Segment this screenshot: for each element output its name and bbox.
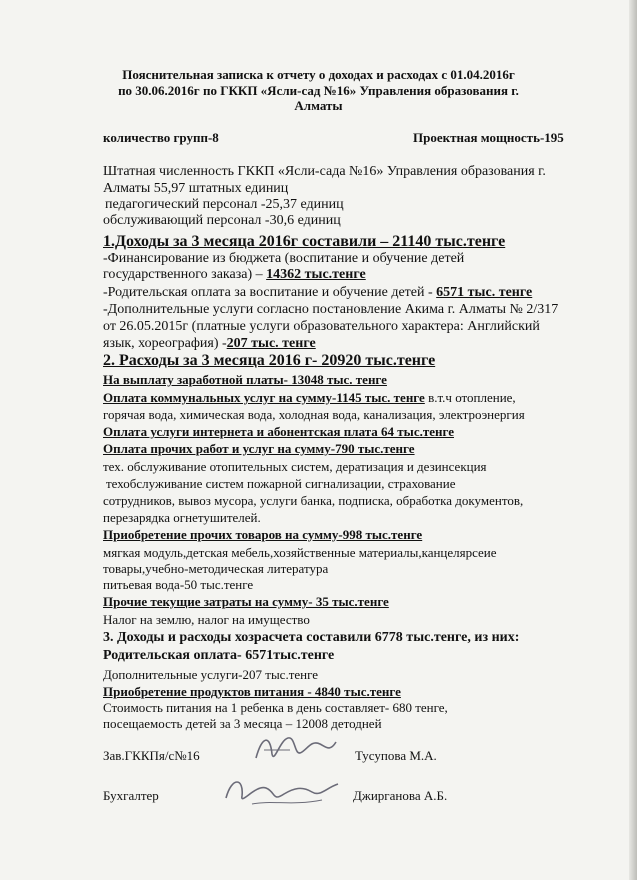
title-line-1: Пояснительная записка к отчету о доходах и расходах с 01.04.2016г (122, 67, 515, 82)
income-parent-line (103, 285, 532, 302)
income-heading: 1.Доходы за 3 месяца 2016г составили – 21140 тыс.тенге (103, 233, 506, 250)
income-extra-line-2: от 26.05.2015г (платные услуги образовательного характера: Английский (103, 319, 540, 334)
expense-utilities-incl: в.т.ч отопление, (424, 390, 516, 405)
income-budget-line-1: -Финансирование из бюджета (воспитание и обучение детей (103, 251, 465, 266)
scan-edge (629, 0, 637, 880)
selffin-extra: Дополнительные услуги-207 тыс.тенге (103, 667, 319, 682)
document-title (0, 67, 637, 114)
expense-internet: Оплата услуги интернета и абонентская плата 64 тыс.тенге (103, 424, 454, 439)
expense-current: Прочие текущие затраты на сумму- 35 тыс.тенге (103, 594, 389, 609)
works-line-2: техобслуживание систем пожарной сигнализации, страхование (106, 476, 456, 491)
staff-service: обслуживающий персонал -30,6 единиц (103, 213, 341, 228)
food-line-2: посещаемость детей за 3 месяца – 12008 детодней (103, 716, 382, 731)
staff-line-1: Штатная численность ГККП «Ясли-сада №16» Управления образования г. (103, 164, 546, 179)
title-line-2: по 30.06.2016г по ГККП «Ясли-сад №16» Управления образования г. (118, 82, 519, 98)
selffin-heading: 3. Доходы и расходы хозрасчета составили 6778 тыс.тенге, из них: (103, 630, 520, 645)
works-line-4: перезарядка огнетушителей. (103, 510, 261, 525)
expense-utilities-list: горячая вода, химическая вода, холодная вода, канализация, электроэнергия (103, 407, 525, 422)
works-line-3: сотрудников, вывоз мусора, услуги банка, подписка, обработка документов, (103, 493, 524, 508)
groups-count: количество групп-8 (103, 130, 219, 145)
expense-other-works: Оплата прочих работ и услуг на сумму-790 тыс.тенге (103, 441, 415, 456)
goods-line-1: мягкая модуль,детская мебель,хозяйственные материалы,канцелярсеие (103, 545, 497, 560)
income-budget-text: государственного заказа) – (103, 267, 267, 282)
income-extra-text: язык, хореография) - (103, 336, 227, 351)
expense-salary: На выплату заработной платы- 13048 тыс. тенге (103, 372, 387, 387)
goods-line-3: питьевая вода-50 тыс.тенге (103, 577, 254, 592)
selffin-food: Приобретение продуктов питания - 4840 тыс.тенге (103, 684, 401, 699)
accountant-role: Бухгалтер (103, 788, 159, 803)
income-extra-line-1: -Дополнительные услуги согласно постановление Акима г. Алматы № 2/317 (103, 302, 559, 317)
head-role: Зав.ГККПя/с№16 (103, 748, 200, 763)
expenses-heading: 2. Расходы за 3 месяца 2016 г- 20920 тыс.тенге (103, 352, 436, 369)
accountant-signature (222, 770, 342, 812)
head-signature (250, 728, 340, 768)
expense-utilities-line (103, 390, 516, 406)
goods-line-2: товары,учебно-методическая литература (103, 561, 329, 576)
accountant-name: Джирганова А.Б. (353, 788, 448, 803)
income-budget-amount: 14362 тыс.тенге (266, 267, 366, 282)
head-name: Тусупова М.А. (355, 748, 437, 763)
staff-line-2: Алматы 55,97 штатных единиц (103, 181, 289, 196)
current-line-1: Налог на землю, налог на имущество (103, 612, 310, 627)
income-budget-line-2 (103, 267, 366, 284)
income-extra-amount: 207 тыс. тенге (226, 336, 316, 351)
staff-teachers: педагогический персонал -25,37 единиц (105, 197, 344, 212)
expense-utilities: Оплата коммунальных услуг на сумму-1145 тыс. тенге (103, 390, 425, 405)
income-parent-amount: 6571 тыс. тенге (436, 285, 533, 300)
works-line-1: тех. обслуживание отопительных систем, дератизация и дезинсекция (103, 459, 487, 474)
selffin-parent: Родительская оплата- 6571тыс.тенге (103, 648, 335, 663)
title-line-3: Алматы (294, 98, 343, 114)
expense-goods: Приобретение прочих товаров на сумму-998 тыс.тенге (103, 527, 423, 542)
design-capacity: Проектная мощность-195 (413, 130, 564, 145)
food-line-1: Стоимость питания на 1 ребенка в день составляет- 680 тенге, (103, 700, 448, 715)
income-parent-text: -Родительская оплата за воспитание и обучение детей - (103, 285, 437, 300)
